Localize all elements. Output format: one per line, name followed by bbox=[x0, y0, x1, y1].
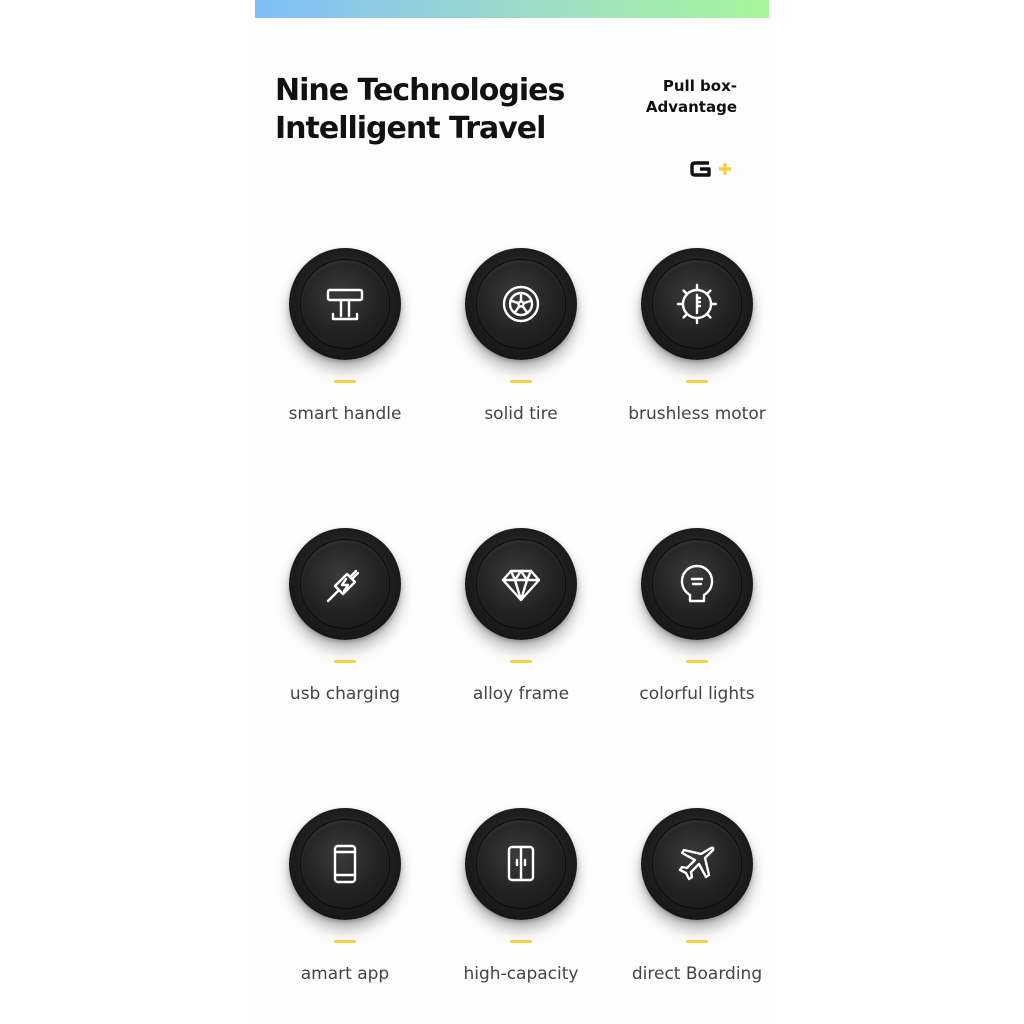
suitcase-icon bbox=[496, 839, 546, 889]
headline-line-2: Intelligent Travel bbox=[275, 111, 546, 146]
feature-usb-charging bbox=[255, 528, 435, 728]
accent-dash bbox=[510, 380, 532, 383]
advantage-tag bbox=[646, 76, 737, 118]
feature-button bbox=[289, 528, 401, 640]
headline-line-1: Nine Technologies bbox=[275, 73, 565, 108]
tag-line-2: Advantage bbox=[645, 98, 737, 116]
feature-button bbox=[289, 808, 401, 920]
accent-dash bbox=[686, 940, 708, 943]
feature-brushless-motor bbox=[607, 248, 769, 448]
accent-dash bbox=[334, 660, 356, 663]
feature-button bbox=[465, 808, 577, 920]
feature-smart-handle bbox=[255, 248, 435, 448]
accent-dash bbox=[686, 380, 708, 383]
page-headline bbox=[275, 72, 564, 148]
wheel-icon bbox=[496, 279, 546, 329]
feature-label: solid tire bbox=[484, 404, 558, 424]
accent-dash bbox=[334, 380, 356, 383]
handle-icon bbox=[320, 279, 370, 329]
feature-label: amart app bbox=[300, 964, 390, 984]
diamond-icon bbox=[496, 559, 546, 609]
bulb-icon bbox=[672, 559, 722, 609]
feature-button bbox=[465, 248, 577, 360]
usb-plug-icon bbox=[320, 559, 370, 609]
feature-label: smart handle bbox=[288, 404, 402, 424]
accent-dash bbox=[510, 940, 532, 943]
feature-label: alloy frame bbox=[472, 684, 570, 704]
feature-colorful-lights bbox=[607, 528, 769, 728]
feature-smart-app bbox=[255, 808, 435, 1008]
feature-button bbox=[465, 528, 577, 640]
accent-dash bbox=[510, 660, 532, 663]
feature-label: direct Boarding bbox=[631, 964, 763, 984]
feature-label: high-capacity bbox=[463, 964, 579, 984]
feature-high-capacity bbox=[431, 808, 611, 1008]
feature-label: colorful lights bbox=[639, 684, 755, 704]
accent-dash bbox=[686, 660, 708, 663]
feature-button bbox=[289, 248, 401, 360]
feature-label: brushless motor bbox=[628, 404, 766, 424]
motor-gear-icon bbox=[672, 279, 722, 329]
feature-panel bbox=[255, 0, 769, 1024]
g-plus-logo bbox=[689, 158, 739, 180]
gradient-top-bar bbox=[255, 0, 769, 18]
feature-solid-tire bbox=[431, 248, 611, 448]
feature-button bbox=[641, 808, 753, 920]
accent-dash bbox=[334, 940, 356, 943]
feature-button bbox=[641, 248, 753, 360]
airplane-icon bbox=[672, 839, 722, 889]
feature-button bbox=[641, 528, 753, 640]
feature-direct-boarding bbox=[607, 808, 769, 1008]
phone-icon bbox=[320, 839, 370, 889]
feature-alloy-frame bbox=[431, 528, 611, 728]
tag-line-1: Pull box- bbox=[662, 77, 737, 95]
feature-label: usb charging bbox=[289, 684, 401, 704]
